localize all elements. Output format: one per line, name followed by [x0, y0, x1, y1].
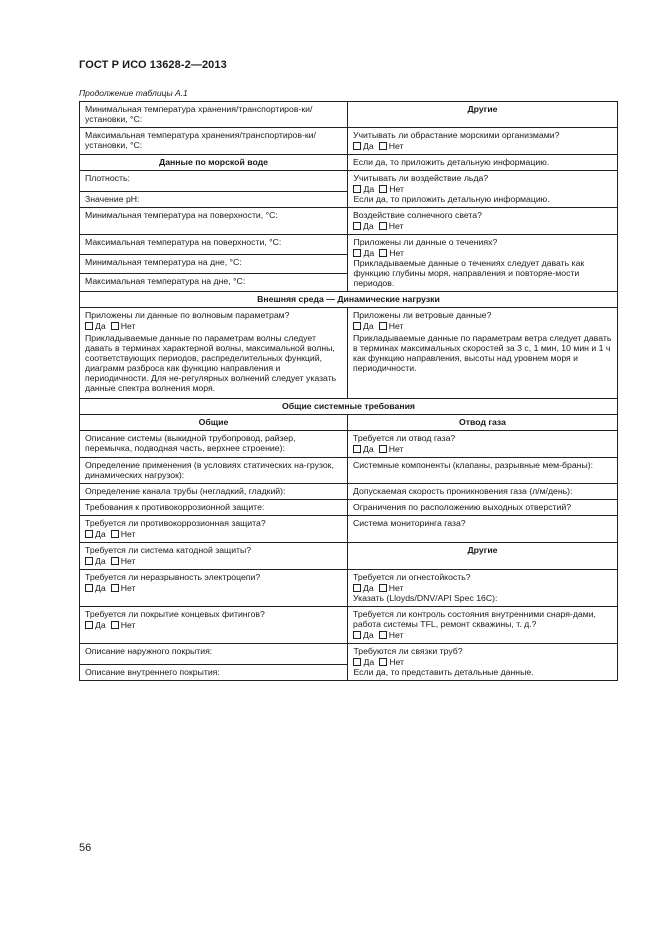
yes-no-options	[353, 248, 612, 258]
table-cell	[80, 607, 348, 643]
table-row	[80, 542, 617, 569]
question-text: Учитывать ли воздействие льда?	[353, 173, 489, 183]
no-label: Нет	[388, 583, 404, 593]
table-row	[80, 102, 617, 127]
table-cell: Минимальная температура на поверхности, °С:	[80, 208, 348, 234]
yes-no-options	[353, 630, 612, 640]
no-checkbox[interactable]	[379, 445, 387, 453]
column-header-general: Общие	[80, 415, 348, 430]
table-cell: Описание системы (выкидной трубопровод, райзер, перемычка, подводная часть, верхнее строение):	[80, 431, 348, 457]
question-text: Требуется ли контроль состояния внутренними снаря-дами, работа системы TFL, ремонт скважины, т. д.?	[353, 609, 596, 629]
question-text: Приложены ли данные по волновым параметрам?	[85, 310, 290, 320]
table-cell: Система мониторинга газа?	[353, 518, 466, 528]
yes-checkbox[interactable]	[85, 584, 93, 592]
yes-label: Да	[363, 444, 374, 454]
yes-no-options	[85, 583, 342, 593]
table-row	[80, 154, 617, 170]
table-row	[80, 483, 617, 499]
no-checkbox[interactable]	[111, 621, 119, 629]
no-label: Нет	[389, 248, 404, 258]
yes-checkbox[interactable]	[85, 530, 93, 538]
table-row	[80, 414, 617, 430]
yes-label: Да	[363, 321, 374, 331]
table-row	[80, 515, 617, 542]
question-text: Приложены ли ветровые данные?	[353, 310, 492, 320]
yes-label: Да	[363, 657, 375, 667]
yes-no-options	[353, 184, 612, 194]
yes-label: Да	[95, 620, 106, 630]
table-cell: Определение применения (в условиях статических на-грузок, динамических нагрузок):	[80, 458, 348, 483]
yes-checkbox[interactable]	[353, 322, 361, 330]
yes-label: Да	[95, 529, 106, 539]
question-text: Учитывать ли обрастание морскими организмами?	[353, 130, 560, 140]
yes-checkbox[interactable]	[85, 322, 93, 330]
table-cell: Требования к противокоррозионной защите:	[80, 500, 348, 515]
note-text: Если да, то приложить детальную информацию.	[353, 157, 550, 167]
question-text: Требуется ли противокоррозионная защита?	[85, 518, 266, 528]
question-text: Требуется ли система катодной защиты?	[85, 545, 252, 555]
note-text: Прикладываемые данные по параметрам ветра следует давать в терминах максимальных скоростей за 3 с, 1 мин, 10 мин и 1 ч как функцию направления, высоты над уровнем моря и периодичности.	[353, 333, 612, 373]
no-checkbox[interactable]	[111, 530, 119, 538]
table-cell: Значение рН:	[80, 191, 347, 207]
table-cell	[348, 607, 617, 643]
no-checkbox[interactable]	[379, 631, 387, 639]
no-label: Нет	[388, 321, 404, 331]
yes-no-options	[353, 444, 612, 454]
table-row	[80, 398, 617, 414]
document-title: ГОСТ Р ИСО 13628-2—2013	[79, 59, 227, 71]
no-checkbox[interactable]	[379, 142, 387, 150]
table-cell	[348, 171, 617, 207]
no-label: Нет	[120, 556, 136, 566]
no-label: Нет	[120, 321, 136, 331]
table-row	[80, 127, 617, 154]
table-row	[80, 291, 617, 307]
table-cell: Максимальная температура на дне, °С:	[80, 273, 347, 291]
yes-no-options	[353, 141, 612, 151]
yes-no-options	[353, 583, 612, 593]
table-row	[80, 499, 617, 515]
no-checkbox[interactable]	[379, 322, 387, 330]
table-row	[80, 457, 617, 483]
table-row	[80, 643, 617, 680]
yes-label: Да	[363, 248, 375, 258]
table-cell: Минимальная температура хранения/транспортиров-ки/установки, °С:	[80, 102, 348, 127]
requirements-table	[79, 101, 618, 681]
yes-checkbox[interactable]	[353, 631, 361, 639]
question-text: Приложены ли данные о течениях?	[353, 237, 498, 247]
note-text: Если да, то приложить детальную информацию.	[353, 194, 550, 204]
yes-no-options	[85, 620, 342, 630]
no-label: Нет	[388, 444, 404, 454]
yes-checkbox[interactable]	[353, 658, 361, 666]
table-cell: Ограничения по расположению выходных отверстий?	[353, 502, 572, 512]
table-row	[80, 569, 617, 606]
question-text: Требуется ли неразрывность электроцепи?	[85, 572, 261, 582]
no-checkbox[interactable]	[379, 185, 387, 193]
table-cell	[348, 431, 617, 457]
table-cell	[80, 543, 348, 569]
question-text: Требуется ли отвод газа?	[353, 433, 456, 443]
table-cell	[348, 128, 617, 154]
note-text: Если да, то представить детальные данные.	[353, 667, 534, 677]
table-cell	[348, 208, 617, 234]
no-label: Нет	[120, 583, 136, 593]
question-text: Воздействие солнечного света?	[353, 210, 482, 220]
no-checkbox[interactable]	[111, 557, 119, 565]
page-number: 56	[79, 842, 92, 854]
yes-label: Да	[363, 583, 374, 593]
no-label: Нет	[120, 529, 136, 539]
column-subheader: Другие	[467, 545, 498, 555]
yes-no-options	[85, 529, 342, 539]
note-text: Прикладываемые данные по параметрам волны следует давать в терминах характерной волны, максимальной волны, соответствующих периодов, распределительных функций, диаграмм разброса как функцию направления и периодичности. Для не-регулярных волнений следует указать данные спектра волнения моря.	[85, 333, 337, 393]
seawater-section-header: Данные по морской воде	[80, 155, 348, 170]
table-row	[80, 307, 617, 398]
table-cell: Описание внутреннего покрытия:	[80, 664, 347, 680]
table-row	[80, 606, 617, 643]
yes-label: Да	[95, 321, 106, 331]
system-section-header: Общие системные требования	[281, 401, 416, 411]
table-row	[80, 207, 617, 234]
yes-label: Да	[95, 556, 106, 566]
no-label: Нет	[120, 620, 136, 630]
note-text: Указать (Lloyds/DNV/API Spec 16C):	[353, 593, 498, 603]
yes-no-options	[353, 321, 612, 331]
no-label: Нет	[388, 630, 404, 640]
no-checkbox[interactable]	[379, 584, 387, 592]
yes-checkbox[interactable]	[353, 142, 361, 150]
table-cell: Системные компоненты (клапаны, разрывные мем-браны):	[353, 460, 594, 470]
environment-section-header: Внешняя среда — Динамические нагрузки	[257, 294, 440, 304]
yes-checkbox[interactable]	[353, 185, 361, 193]
table-cell: Описание наружного покрытия:	[85, 646, 213, 656]
no-checkbox[interactable]	[379, 658, 387, 666]
no-checkbox[interactable]	[379, 249, 387, 257]
no-label: Нет	[388, 141, 404, 151]
question-text: Требуется ли огнестойкость?	[353, 572, 471, 582]
table-cell: Допускаемая скорость проникновения газа (л/м/день):	[353, 486, 573, 496]
yes-label: Да	[363, 184, 375, 194]
column-subheader: Другие	[467, 104, 498, 114]
yes-label: Да	[95, 583, 106, 593]
table-row	[80, 430, 617, 457]
yes-label: Да	[363, 630, 374, 640]
table-cell	[348, 308, 617, 398]
yes-no-options	[353, 657, 612, 667]
no-checkbox[interactable]	[111, 584, 119, 592]
no-checkbox[interactable]	[111, 322, 119, 330]
question-text: Требуются ли связки труб?	[353, 646, 463, 656]
yes-checkbox[interactable]	[353, 584, 361, 592]
question-text: Требуется ли покрытие концевых фитингов?	[85, 609, 265, 619]
table-continuation-caption: Продолжение таблицы А.1	[79, 88, 188, 98]
yes-checkbox[interactable]	[353, 222, 361, 230]
column-header-gas-venting: Отвод газа	[459, 417, 506, 427]
table-cell: Минимальная температура на дне, °С:	[80, 254, 347, 273]
yes-checkbox[interactable]	[353, 445, 361, 453]
yes-no-options	[85, 321, 342, 331]
table-cell	[348, 235, 617, 291]
yes-checkbox[interactable]	[85, 557, 93, 565]
table-cell	[80, 570, 348, 606]
table-cell: Максимальная температура на поверхности, °С:	[85, 237, 282, 247]
table-cell	[80, 308, 348, 398]
yes-checkbox[interactable]	[85, 621, 93, 629]
yes-checkbox[interactable]	[353, 249, 361, 257]
yes-label: Да	[363, 141, 374, 151]
table-cell: Определение канала трубы (негладкий, гладкий):	[80, 484, 348, 499]
no-label: Нет	[389, 184, 404, 194]
no-label: Нет	[389, 657, 404, 667]
table-row	[80, 234, 617, 291]
note-text: Прикладываемые данные о течениях следует давать как функцию глубины моря, направления и повторяе-мости периодов.	[353, 258, 585, 288]
table-row	[80, 170, 617, 207]
table-cell	[348, 644, 617, 680]
yes-no-options	[85, 556, 342, 566]
table-cell: Плотность:	[85, 173, 130, 183]
no-label: Нет	[388, 221, 404, 231]
table-cell: Максимальная температура хранения/транспортиров-ки/установки, °С:	[80, 128, 348, 154]
no-checkbox[interactable]	[379, 222, 387, 230]
table-cell	[348, 570, 617, 606]
yes-label: Да	[363, 221, 374, 231]
yes-no-options	[353, 221, 612, 231]
table-cell	[80, 516, 348, 542]
